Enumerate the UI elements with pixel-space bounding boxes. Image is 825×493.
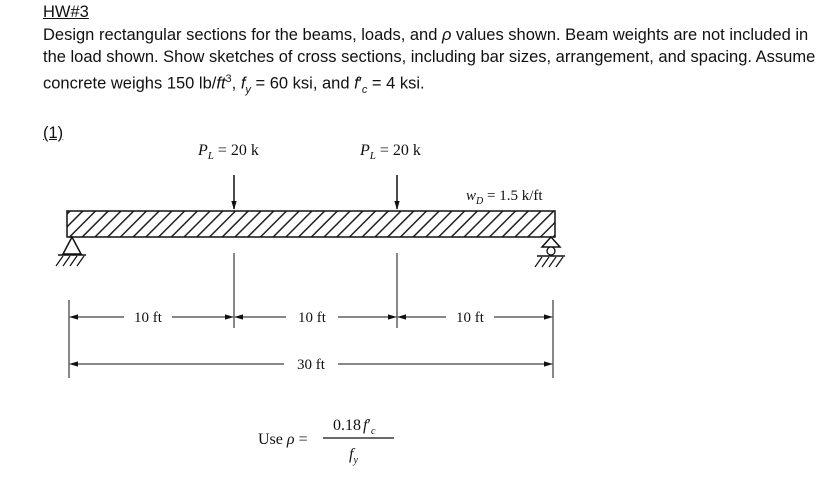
dimension-label-2: 10 ft [298, 310, 326, 326]
fy-subscript: y [245, 83, 251, 96]
problem-text-2: values shown. Beam weights are not included in the load shown. Show sketches of cross sections, including bar sizes, arrangement, and spacing. Assume concrete weighs 150 lb/ [43, 26, 816, 93]
formula-numerator: 0.18 $f'_c$ [333, 417, 376, 437]
ft-exponent: 3 [225, 73, 232, 85]
distributed-load-label: $w_D = 1.5$ k/ft [466, 188, 543, 207]
problem-text-4: = 60 ksi, and [250, 74, 355, 93]
fc-symbol: f [354, 74, 359, 93]
problem-text-5: = 4 ksi. [367, 74, 425, 93]
rho-symbol: ρ [441, 26, 452, 44]
fc-subscript: c [361, 83, 368, 96]
problem-number: (1) [43, 124, 64, 142]
point-load-label-2: $P_L = 20$ k [360, 142, 421, 162]
problem-text-1: Design rectangular sections for the beams, loads, and [43, 26, 442, 44]
fy-symbol: f [240, 74, 246, 93]
ft-unit: ft [216, 74, 226, 93]
problem-text-3: , [231, 74, 241, 93]
rho-formula [258, 417, 394, 466]
point-load-label-1: $P_L = 20$ k [198, 142, 259, 162]
pin-support-left [56, 237, 86, 266]
beam [67, 211, 555, 237]
dimension-label-1: 10 ft [134, 310, 162, 326]
formula-lhs: Use ρ = [258, 431, 308, 448]
assignment-title: HW#3 [43, 3, 89, 21]
formula-denominator: $f_y$ [349, 446, 358, 466]
dimension-label-total: 30 ft [297, 357, 325, 373]
roller-support-right [535, 237, 565, 267]
fc-prime: ′ [358, 74, 362, 93]
dimension-label-3: 10 ft [456, 310, 484, 326]
